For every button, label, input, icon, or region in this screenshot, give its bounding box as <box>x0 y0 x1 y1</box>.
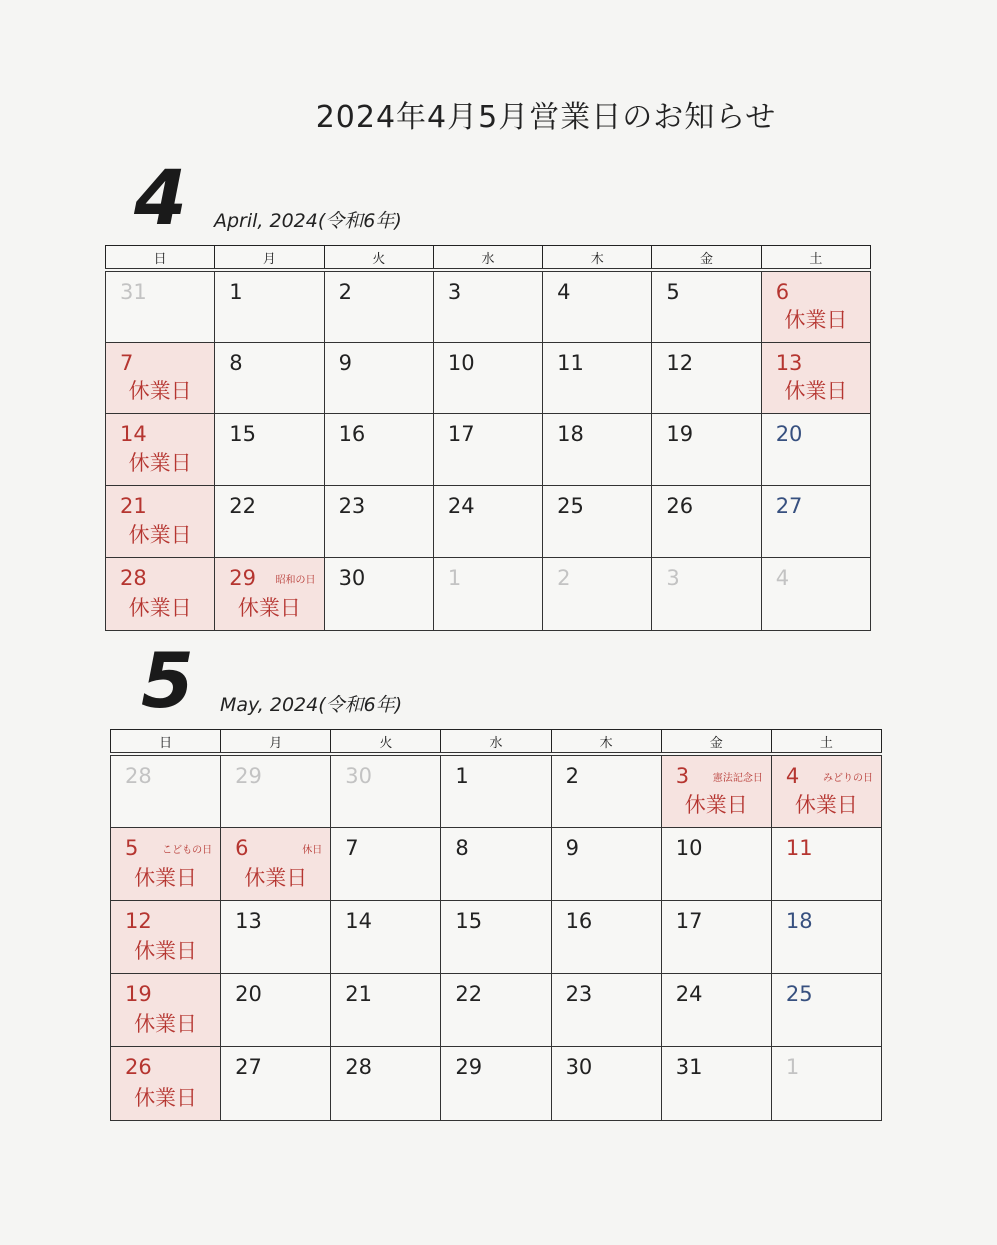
day-cell <box>433 558 542 631</box>
week-row <box>111 1047 882 1121</box>
day-cell <box>331 754 441 828</box>
day-number: 6 <box>775 280 790 304</box>
day-number: 10 <box>447 351 475 375</box>
day-number: 30 <box>338 566 366 590</box>
day-number: 7 <box>120 351 134 375</box>
day-cell <box>771 828 881 901</box>
holiday-name: こどもの日 <box>162 845 213 856</box>
day-cell <box>111 828 221 901</box>
day-cell <box>551 1047 661 1121</box>
holiday-name: 憲法記念日 <box>712 773 763 784</box>
day-cell <box>661 974 771 1047</box>
day-cell <box>661 901 771 974</box>
weekday-header: 木 <box>543 246 652 271</box>
day-number: 19 <box>125 982 152 1006</box>
may-calendar <box>110 729 882 1121</box>
day-cell <box>433 414 542 486</box>
day-cell <box>551 828 661 901</box>
closed-day-label: 休業日 <box>128 523 192 547</box>
day-number: 1 <box>447 566 462 590</box>
week-row <box>106 486 871 558</box>
day-number: 2 <box>338 280 352 304</box>
day-cell <box>661 1047 771 1121</box>
day-cell <box>324 270 433 343</box>
day-cell <box>761 486 870 558</box>
day-cell <box>331 974 441 1047</box>
day-number: 26 <box>125 1055 152 1079</box>
day-cell <box>761 414 870 486</box>
day-number: 14 <box>120 422 147 446</box>
april-calendar <box>105 245 871 631</box>
day-cell <box>111 974 221 1047</box>
week-row <box>106 343 871 414</box>
day-number: 20 <box>775 422 803 446</box>
day-cell <box>215 486 324 558</box>
day-number: 26 <box>666 494 694 518</box>
day-cell <box>221 901 331 974</box>
day-cell <box>324 486 433 558</box>
day-cell <box>215 414 324 486</box>
day-number: 22 <box>229 494 257 518</box>
april-subtitle: April, 2024(令和6年) <box>214 210 402 232</box>
closed-day-label: 休業日 <box>784 379 848 403</box>
day-cell <box>771 974 881 1047</box>
day-cell <box>215 343 324 414</box>
closed-day-label: 休業日 <box>684 793 748 817</box>
week-row <box>106 414 871 486</box>
closed-day-label: 休業日 <box>134 939 198 963</box>
day-number: 21 <box>120 494 147 518</box>
day-cell <box>441 754 551 828</box>
day-cell <box>111 754 221 828</box>
day-number: 5 <box>666 280 680 304</box>
closed-day-label: 休業日 <box>237 596 301 620</box>
day-number: 28 <box>120 566 147 590</box>
weekday-header: 日 <box>106 246 215 271</box>
day-number: 2 <box>557 566 571 590</box>
page-title: 2024年4月5月営業日のお知らせ <box>315 100 777 135</box>
day-cell <box>441 974 551 1047</box>
day-cell <box>761 558 870 631</box>
day-cell <box>111 1047 221 1121</box>
day-number: 24 <box>675 982 703 1006</box>
holiday-name: みどりの日 <box>823 773 873 784</box>
day-number: 22 <box>455 982 483 1006</box>
day-number: 13 <box>775 351 803 375</box>
day-number: 8 <box>229 351 243 375</box>
day-cell <box>543 270 652 343</box>
day-number: 27 <box>775 494 803 518</box>
weekday-header-row <box>106 246 871 271</box>
day-cell <box>661 828 771 901</box>
day-number: 1 <box>455 764 469 788</box>
day-cell <box>331 901 441 974</box>
closed-day-label: 休業日 <box>134 1086 198 1110</box>
day-number: 3 <box>675 764 690 788</box>
day-number: 1 <box>785 1055 800 1079</box>
day-number: 11 <box>557 351 584 375</box>
day-number: 5 <box>125 836 139 860</box>
day-number: 4 <box>557 280 571 304</box>
weekday-header: 土 <box>771 730 881 755</box>
day-cell <box>221 754 331 828</box>
day-number: 3 <box>447 280 462 304</box>
day-cell <box>215 270 324 343</box>
day-number: 19 <box>666 422 694 446</box>
weekday-header: 木 <box>551 730 661 755</box>
day-number: 25 <box>557 494 584 518</box>
day-cell <box>324 558 433 631</box>
day-number: 9 <box>565 836 579 860</box>
weekday-header-row <box>111 730 882 755</box>
day-number: 13 <box>235 909 262 933</box>
day-number: 6 <box>235 836 249 860</box>
day-cell <box>441 828 551 901</box>
day-number: 31 <box>120 280 147 304</box>
day-cell <box>661 754 771 828</box>
day-cell <box>433 343 542 414</box>
day-cell <box>761 270 870 343</box>
day-cell <box>441 1047 551 1121</box>
day-number: 27 <box>235 1055 262 1079</box>
day-number: 1 <box>229 280 243 304</box>
day-number: 15 <box>455 909 483 933</box>
week-row <box>106 558 871 631</box>
closed-day-label: 休業日 <box>134 866 198 890</box>
day-cell <box>771 901 881 974</box>
weekday-header: 火 <box>324 246 433 271</box>
day-cell <box>652 343 761 414</box>
day-cell <box>652 558 761 631</box>
day-number: 11 <box>785 836 813 860</box>
day-cell <box>324 343 433 414</box>
week-row <box>111 754 882 828</box>
may-month-number: 5 <box>141 636 194 725</box>
day-number: 30 <box>345 764 373 788</box>
april-month-number: 4 <box>134 153 187 242</box>
day-cell <box>111 901 221 974</box>
day-cell <box>106 270 215 343</box>
week-row <box>111 974 882 1047</box>
day-number: 24 <box>447 494 475 518</box>
closed-day-label: 休業日 <box>784 308 848 332</box>
weekday-header: 金 <box>652 246 761 271</box>
day-number: 29 <box>229 566 257 590</box>
day-cell <box>433 270 542 343</box>
day-cell <box>331 1047 441 1121</box>
day-cell <box>215 558 324 631</box>
day-cell <box>652 486 761 558</box>
day-cell <box>324 414 433 486</box>
weekday-header: 水 <box>433 246 542 271</box>
day-number: 16 <box>565 909 593 933</box>
day-cell <box>652 414 761 486</box>
day-cell <box>221 828 331 901</box>
day-cell <box>543 486 652 558</box>
day-number: 7 <box>345 836 359 860</box>
weekday-header: 金 <box>661 730 771 755</box>
day-cell <box>761 343 870 414</box>
day-number: 23 <box>565 982 593 1006</box>
holiday-name: 昭和の日 <box>275 575 316 586</box>
day-number: 4 <box>775 566 790 590</box>
weekday-header: 土 <box>761 246 870 271</box>
day-cell <box>543 343 652 414</box>
day-number: 4 <box>785 764 800 788</box>
day-cell <box>221 974 331 1047</box>
day-cell <box>441 901 551 974</box>
day-number: 9 <box>338 351 352 375</box>
closed-day-label: 休業日 <box>244 866 308 890</box>
day-number: 18 <box>557 422 584 446</box>
weekday-header: 月 <box>215 246 324 271</box>
day-number: 21 <box>345 982 373 1006</box>
weekday-header: 月 <box>221 730 331 755</box>
day-cell <box>331 828 441 901</box>
day-cell <box>106 558 215 631</box>
weekday-header: 日 <box>111 730 221 755</box>
day-number: 25 <box>785 982 813 1006</box>
day-cell <box>771 1047 881 1121</box>
day-cell <box>551 754 661 828</box>
day-cell <box>551 901 661 974</box>
weekday-header: 水 <box>441 730 551 755</box>
day-cell <box>106 414 215 486</box>
may-subtitle: May, 2024(令和6年) <box>220 694 403 716</box>
day-number: 3 <box>666 566 680 590</box>
closed-day-label: 休業日 <box>134 1012 198 1036</box>
holiday-name: 休日 <box>302 845 323 856</box>
day-cell <box>433 486 542 558</box>
day-cell <box>543 414 652 486</box>
weekday-header: 火 <box>331 730 441 755</box>
day-number: 12 <box>666 351 694 375</box>
week-row <box>111 828 882 901</box>
day-number: 10 <box>675 836 703 860</box>
day-number: 23 <box>338 494 366 518</box>
week-row <box>111 901 882 974</box>
day-number: 28 <box>345 1055 373 1079</box>
day-number: 16 <box>338 422 366 446</box>
day-cell <box>551 974 661 1047</box>
day-number: 29 <box>235 764 262 788</box>
day-cell <box>106 486 215 558</box>
day-number: 28 <box>125 764 152 788</box>
day-number: 17 <box>675 909 703 933</box>
day-number: 31 <box>675 1055 703 1079</box>
day-number: 14 <box>345 909 373 933</box>
week-row <box>106 270 871 343</box>
day-number: 18 <box>785 909 813 933</box>
day-number: 15 <box>229 422 257 446</box>
day-number: 20 <box>235 982 262 1006</box>
day-number: 29 <box>455 1055 483 1079</box>
closed-day-label: 休業日 <box>794 793 858 817</box>
day-cell <box>543 558 652 631</box>
day-number: 17 <box>447 422 475 446</box>
day-number: 2 <box>565 764 579 788</box>
day-number: 8 <box>455 836 469 860</box>
day-cell <box>106 343 215 414</box>
closed-day-label: 休業日 <box>128 379 192 403</box>
day-cell <box>221 1047 331 1121</box>
closed-day-label: 休業日 <box>128 596 192 620</box>
day-number: 12 <box>125 909 152 933</box>
closed-day-label: 休業日 <box>128 451 192 475</box>
day-cell <box>652 270 761 343</box>
day-number: 30 <box>565 1055 593 1079</box>
day-cell <box>771 754 881 828</box>
